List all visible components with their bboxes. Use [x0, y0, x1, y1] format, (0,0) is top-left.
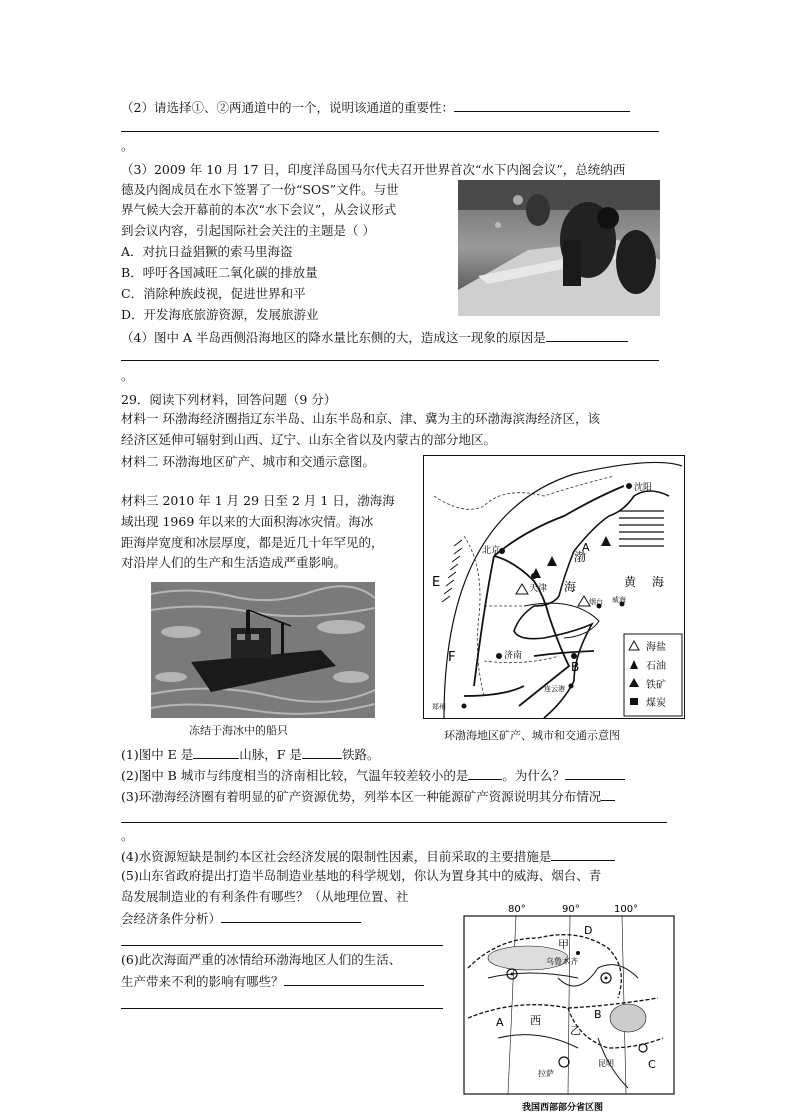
- answer-blank[interactable]: [551, 847, 615, 861]
- map2-label: 甲: [558, 938, 569, 951]
- material3-line2: 域出现 1969 年以来的大面积海冰灾情。海冰: [121, 514, 374, 529]
- sub6-line1: (6)此次海面严重的冰情给环渤海地区人们的生活、: [121, 952, 402, 967]
- map2-label: B: [594, 1008, 602, 1021]
- frozen-ship-photo: [151, 582, 375, 718]
- answer-blank[interactable]: [193, 745, 239, 759]
- q4-text: （4）图中 A 半岛西侧沿海地区的降水量比东侧的大，造成这一现象的原因是: [121, 328, 628, 347]
- map2-label: 乙: [570, 1024, 581, 1037]
- underwater-meeting-photo: [458, 180, 660, 316]
- answer-line[interactable]: [121, 360, 659, 361]
- city-label: 济南: [504, 651, 523, 661]
- map2-label: D: [584, 924, 593, 937]
- sea-label: 渤: [574, 550, 587, 564]
- material3-line3: 距海岸宽度和冰层厚度，都是近几十年罕见的，: [121, 535, 384, 550]
- legend-label: 铁矿: [646, 680, 666, 691]
- map1-caption: 环渤海地区矿产、城市和交通示意图: [444, 729, 620, 742]
- answer-blank[interactable]: [284, 972, 424, 986]
- answer-blank[interactable]: [302, 745, 342, 759]
- map2-label: A: [496, 1016, 504, 1029]
- city-label: 威海: [612, 596, 626, 604]
- answer-blank[interactable]: [468, 766, 502, 780]
- legend-label: 海盐: [646, 642, 666, 653]
- answer-line[interactable]: [121, 131, 659, 132]
- city-label: 连云港: [544, 685, 565, 693]
- material2: 材料二 环渤海地区矿产、城市和交通示意图。: [121, 454, 375, 469]
- period: 。: [121, 828, 134, 843]
- city-label: 郑州: [432, 703, 446, 711]
- sub6-line2: 生产带来不利的影响有哪些？: [121, 972, 424, 991]
- map2-label: 西: [530, 1014, 541, 1027]
- sub1: (1)图中 E 是 山脉，F 是 铁路。: [121, 747, 380, 762]
- city-label: 沈阳: [634, 483, 653, 493]
- answer-blank[interactable]: [565, 766, 625, 780]
- answer-blank[interactable]: [601, 787, 615, 801]
- material1-line1: 材料一 环渤海经济圈指辽东半岛、山东半岛和京、津、冀为主的环渤海滨海经济区，该: [121, 411, 600, 426]
- map2-label: C: [648, 1058, 656, 1071]
- sub4: (4)水资源短缺是制约本区社会经济发展的限制性因素，目前采取的主要措施是: [121, 847, 615, 866]
- sub2: (2)图中 B 城市与纬度相当的济南相比较，气温年较差较小的是 。为什么？: [121, 766, 625, 785]
- answer-line[interactable]: [121, 822, 667, 823]
- answer-blank[interactable]: [221, 909, 361, 923]
- option-c[interactable]: C．消除种族歧视，促进世界和平: [121, 286, 306, 301]
- q29-title: 29．阅读下列材料，回答问题（9 分）: [121, 392, 337, 407]
- map-letter-b: B: [571, 660, 580, 674]
- longitude-label: 90°: [562, 904, 580, 915]
- sea-label: 黄: [624, 575, 637, 589]
- answer-line[interactable]: [121, 1008, 443, 1009]
- material3-line4: 对沿岸人们的生产和生活造成严重影响。: [121, 555, 347, 570]
- q3-line1: （3）2009 年 10 月 17 日，印度洋岛国马尔代夫召开世界首次“水下内阁会议”，总统纳西: [121, 162, 626, 177]
- answer-blank[interactable]: [454, 98, 630, 112]
- map-letter-e: E: [432, 575, 441, 590]
- legend-coal-icon: [630, 698, 638, 705]
- sub5-line2: 岛发展制造业的有利条件有哪些？（从地理位置、社: [121, 889, 409, 904]
- sea-label: 海: [564, 580, 577, 594]
- sub5-line3: 会经济条件分析）: [121, 909, 361, 928]
- q3-line3: 界气候大会开幕前的本次“水下会议”，从会议形式: [121, 202, 397, 217]
- map2-label: 拉萨: [538, 1069, 554, 1078]
- q2-text: （2）请选择①、②两通道中的一个，说明该通道的重要性：: [121, 98, 630, 117]
- photo-caption: 冻结于海冰中的船只: [189, 724, 288, 737]
- sub3: (3)环渤海经济圈有着明显的矿产资源优势，列举本区一种能源矿产资源说明其分布情况: [121, 787, 615, 806]
- answer-blank[interactable]: [546, 328, 628, 342]
- sub5-line1: (5)山东省政府提出打造半岛制造业基地的科学规划，你认为置身其中的威海、烟台、青: [121, 868, 602, 883]
- option-a[interactable]: A．对抗日益猖獗的索马里海盗: [121, 244, 293, 259]
- map2-label: 乌鲁木齐: [546, 957, 578, 966]
- answer-line[interactable]: [121, 945, 443, 946]
- material3-line1: 材料三 2010 年 1 月 29 日至 2 月 1 日，渤海海: [121, 493, 395, 508]
- sea-label: 海: [652, 575, 665, 589]
- longitude-label: 80°: [508, 904, 526, 915]
- map2-label: 昆明: [598, 1059, 614, 1068]
- material1-line2: 经济区延伸可辐射到山西、辽宁、山东全省以及内蒙古的部分地区。: [121, 432, 497, 447]
- bohai-region-map: [423, 455, 685, 719]
- map-letter-f: F: [448, 650, 456, 665]
- city-label: 北京: [482, 546, 501, 556]
- western-china-map: [458, 898, 676, 1116]
- period: 。: [121, 138, 134, 153]
- city-label: 天津: [529, 584, 548, 594]
- map2-caption: 我国西部部分省区图: [522, 1103, 604, 1113]
- map-letter-a: A: [582, 541, 590, 554]
- city-label: 烟台: [589, 598, 603, 606]
- q3-line2: 德及内阁成员在水下签署了一份“SOS”文件。与世: [121, 182, 399, 197]
- option-b[interactable]: B．呼吁各国减旺二氧化碳的排放量: [121, 265, 318, 280]
- option-d[interactable]: D．开发海底旅游资源，发展旅游业: [121, 307, 319, 322]
- legend-label: 煤炭: [646, 698, 666, 709]
- q3-line4: 到会议内容，引起国际社会关注的主题是（ ）: [121, 223, 375, 238]
- period: 。: [121, 368, 134, 383]
- legend-label: 石油: [646, 661, 666, 672]
- longitude-label: 100°: [614, 904, 639, 915]
